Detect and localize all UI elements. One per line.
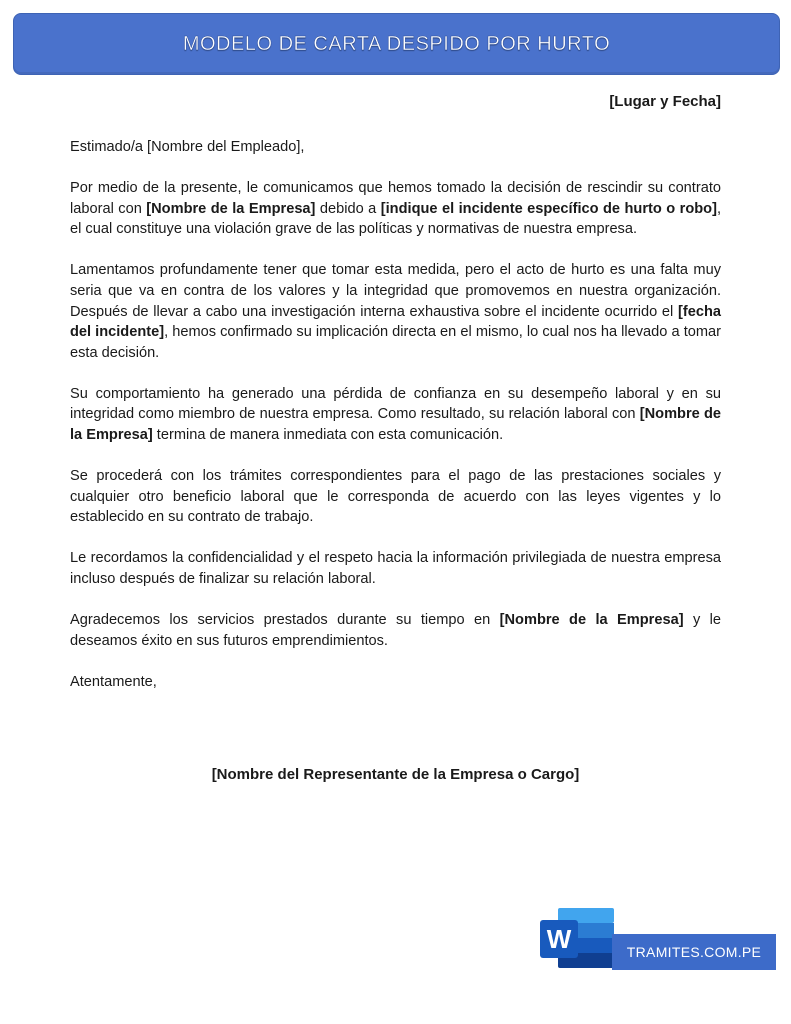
paragraph-6-text-a: Agradecemos los servicios prestados durante su tiempo en [70,612,500,629]
paragraph-2-text-a: Lamentamos profundamente tener que tomar esta medida, pero el acto de hurto es una falta muy seria que va en contra de los valores y la integridad que promovemos en nuestra organización. Después de llevar a cabo una investigación interna exhaustiva sobre el incidente ocurrido el [70,262,721,320]
company-name-placeholder: [Nombre de la Empresa] [70,406,721,444]
paragraph-6-text-b: y le deseamos éxito en sus futuros emprendimientos. [70,612,722,649]
paragraph-2-text-b: , hemos confirmado su implicación directa en el mismo, lo cual nos ha llevado a tomar esta decisión. [70,324,721,361]
brand-label: TRAMITES.COM.PE [626,944,762,960]
signature-placeholder: [Nombre del Representante de la Empresa o Cargo] [211,766,580,783]
title-banner [13,13,780,75]
brand-badge [612,934,776,970]
letter-body [70,137,721,713]
incident-placeholder: [indique el incidente específico de hurto o robo] [380,200,717,217]
paragraph-1 [70,178,721,240]
paragraph-6 [70,610,721,651]
paragraph-3-text-a: Su comportamiento ha generado una pérdida de confianza en su desempeño laboral y en su integridad como miembro de nuestra empresa. Como resultado, su relación laboral con [70,385,721,423]
page-title: MODELO DE CARTA DESPIDO POR HURTO [182,32,611,55]
company-name-placeholder: [Nombre de la Empresa] [499,612,684,629]
word-logo-icon [538,906,616,970]
paragraph-1-text-c: , el cual constituye una violación grave de las políticas y normativas de nuestra empresa. [70,200,721,238]
place-date: [Lugar y Fecha] [609,93,721,110]
paragraph-5: Le recordamos la confidencialidad y el respeto hacia la información privilegiada de nuestra empresa incluso después de finalizar su relación laboral. [70,550,721,587]
company-name-placeholder: [Nombre de la Empresa] [146,200,316,217]
incident-date-placeholder: [fecha del incidente] [70,303,721,341]
paragraph-3 [70,384,721,446]
greeting: Estimado/a [Nombre del Empleado], [70,139,305,155]
paragraph-2 [70,260,721,363]
closing: Atentamente, [70,673,157,690]
paragraph-3-text-b: termina de manera inmediata con esta comunicación. [152,427,504,444]
paragraph-1-text-b: debido a [315,200,381,217]
paragraph-4: Se procederá con los trámites correspondientes para el pago de las prestaciones sociales y cualquier otro beneficio laboral que le corresponda de acuerdo con las leyes vigentes y lo establecido en su contrato de trabajo. [70,468,721,526]
paragraph-1-text-a: Por medio de la presente, le comunicamos que hemos tomado la decisión de rescindir su contrato laboral con [70,180,721,217]
word-logo-letter: W [546,924,572,954]
